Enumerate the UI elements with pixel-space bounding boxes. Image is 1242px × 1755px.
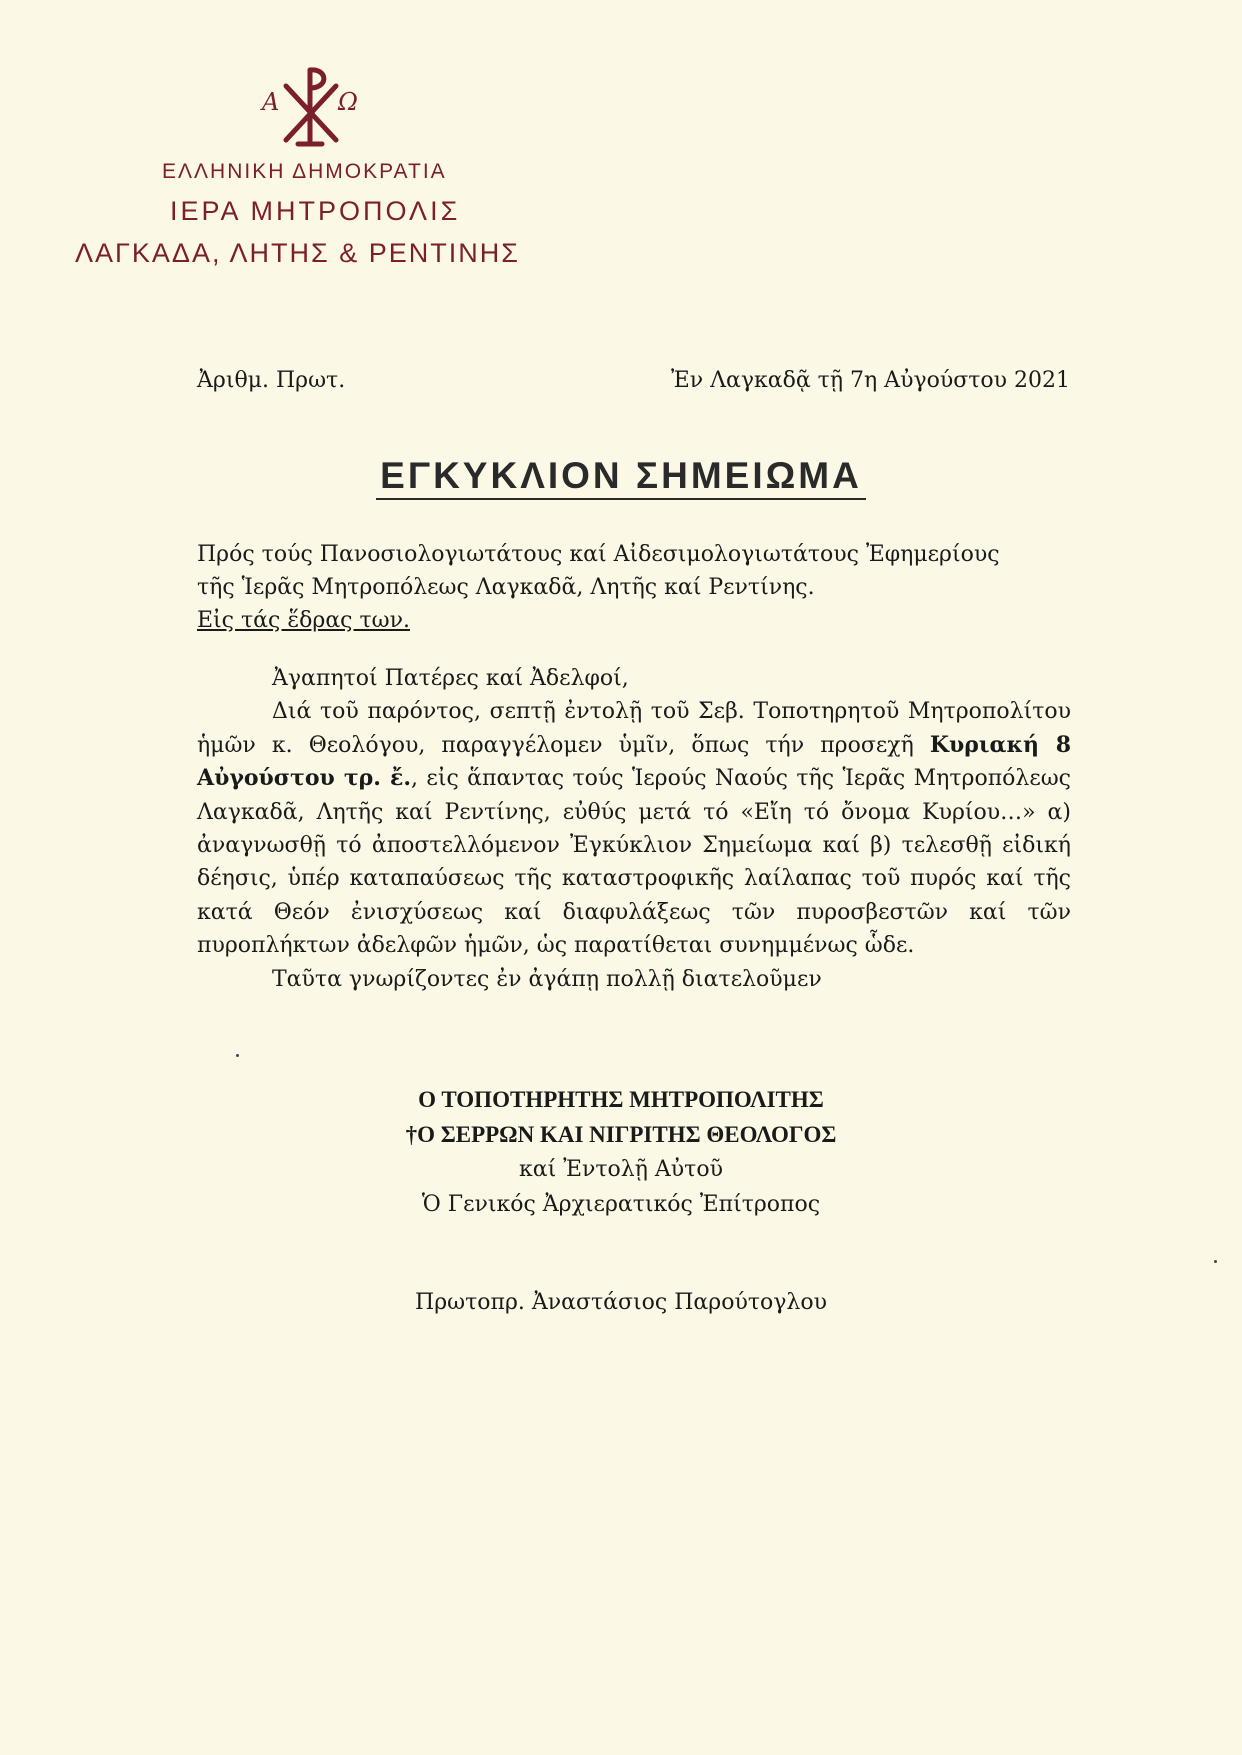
main-paragraph [197, 695, 1071, 962]
document-title [0, 455, 1242, 497]
letter-body [197, 662, 1071, 996]
signer-name: Πρωτοπρ. Ἀναστάσιος Παρούτογλου [415, 1290, 827, 1315]
main-paragraph-end: , εἰς ἅπαντας τούς Ἱερούς Ναούς τῆς Ἱερᾶς Μητροπόλεως Λαγκαδᾶ, Λητῆς καί Ρεντίνης, εὐθύς μετά τό «Εἴη τό ὄνομα Κυρίου…» α) ἀναγνωσθῇ τό ἀποστελλόμενον Ἐγκύκλιον Σημείωμα καί β) τελεσθῇ εἰδική δέησις, ὑπέρ καταπαύσεως τῆς καταστροφικῆς λαίλαπας τοῦ πυρός καί τῆς κατά Θεόν ἐνισχύσεως καί διαφυλάξεως τῶν πυροσβεστῶν καί τῶν πυροπλήκτων ἀδελφῶν ἡμῶν, ὡς παρατίθεται συνημμένως ὧδε. [197, 766, 1071, 959]
recipients-line-3: Εἰς τάς ἕδρας των. [197, 608, 410, 633]
recipients-line-2: τῆς Ἱερᾶς Μητροπόλεως Λαγκαδᾶ, Λητῆς καί Ρεντίνης. [197, 575, 815, 600]
main-paragraph-start: Διά τοῦ παρόντος, σεπτῇ ἐντολῇ τοῦ Σεβ. Τοποτηρητοῦ Μητροπολίτου ἡμῶν κ. Θεολόγου, παραγγέλομεν ὑμῖν, ὅπως τήν προσεχῆ [197, 699, 1071, 758]
document-title-text: ΕΓΚΥΚΛΙΟΝ ΣΗΜΕΙΩΜΑ [376, 455, 866, 500]
protocol-number: Ἀριθμ. Πρωτ. [197, 368, 346, 393]
main-paragraph-date: Κυριακή 8 Αὐγούστου τρ. ἔ. [197, 731, 1071, 792]
scan-speck [1214, 1260, 1217, 1263]
signature-role: Ὁ Γενικός Ἀρχιερατικός Ἐπίτροπος [421, 1192, 821, 1217]
signature-block [0, 1082, 1242, 1222]
greeting: Ἀγαπητοί Πατέρες καί Ἀδελφοί, [272, 666, 629, 691]
scan-speck [236, 1054, 239, 1057]
header-metropolis: ΙΕΡΑ ΜΗΤΡΟΠΟΛΙΣ [170, 196, 461, 226]
header-country: ΕΛΛΗΝΙΚΗ ΔΗΜΟΚΡΑΤΙΑ [162, 160, 447, 183]
recipients-block [197, 538, 1077, 637]
omega-letter: Ω [338, 88, 358, 116]
signature-mandate: καί Ἐντολῇ Αὐτοῦ [519, 1157, 723, 1182]
signature-name: †Ο ΣΕΡΡΩΝ ΚΑΙ ΝΙΓΡΙΤΗΣ ΘΕΟΛΟΓΟΣ [405, 1122, 837, 1147]
recipients-line-1: Πρός τούς Πανοσιολογιωτάτους καί Αἰδεσιμολογιωτάτους Ἐφημερίους [197, 542, 1000, 567]
header-diocese: ΛΑΓΚΑΔΑ, ΛΗΤΗΣ & ΡΕΝΤΙΝΗΣ [75, 238, 520, 268]
signature-title: Ο ΤΟΠΟΤΗΡΗΤΗΣ ΜΗΤΡΟΠΟΛΙΤΗΣ [418, 1087, 824, 1112]
alpha-letter: Α [262, 88, 280, 116]
closing: Ταῦτα γνωρίζοντες ἐν ἀγάπῃ πολλῇ διατελοῦμεν [272, 966, 822, 992]
place-date: Ἐν Λαγκαδᾷ τῇ 7η Αὐγούστου 2021 [670, 368, 1070, 393]
chi-rho-alpha-omega-icon [262, 62, 362, 150]
